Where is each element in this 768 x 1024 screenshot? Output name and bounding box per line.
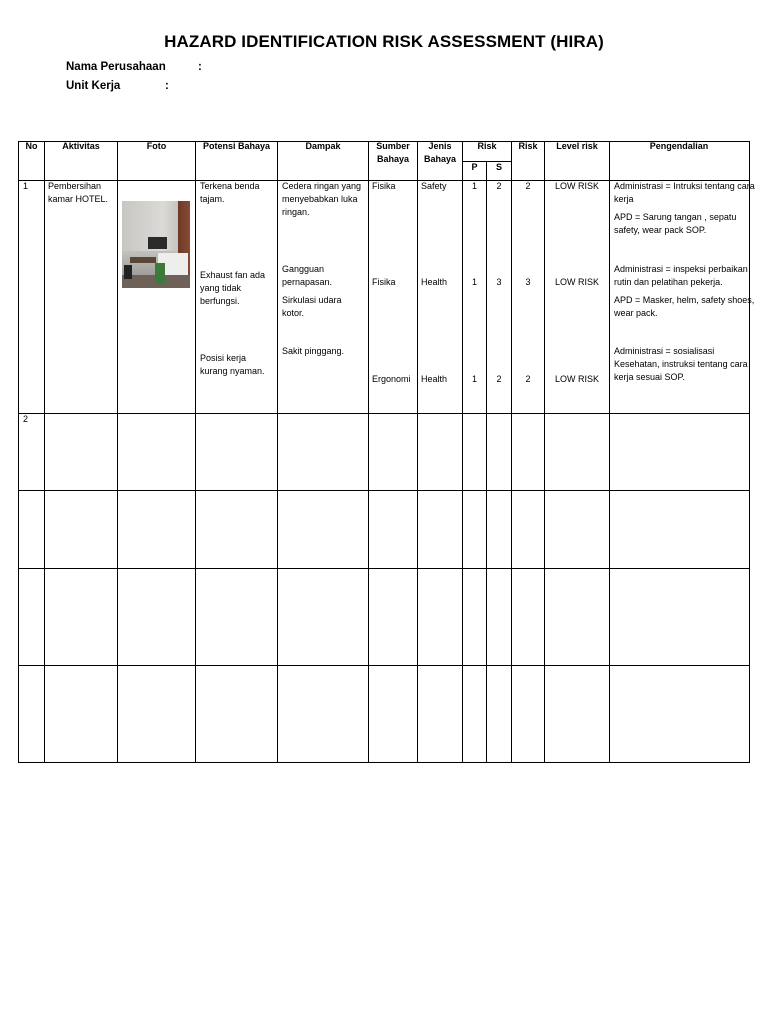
header-foto: Foto [146, 141, 167, 151]
pengendalian-apd-2: APD = Masker, helm, safety shoes, wear pack. [614, 295, 755, 318]
header-sumber-bahaya: Sumber Bahaya [376, 141, 410, 164]
s-value-1: 2 [496, 181, 502, 191]
company-label: Nama Perusahaan [66, 61, 166, 73]
sumber-bahaya-1: Fisika [372, 181, 396, 191]
potensi-bahaya-1: Terkena benda tajam. [200, 181, 260, 204]
jenis-bahaya-3: Health [421, 374, 448, 384]
hotel-room-photo [122, 201, 190, 288]
dampak-3: Sakit pinggang. [282, 346, 345, 356]
sumber-bahaya-3: Ergonomi [372, 374, 411, 384]
jenis-bahaya-2: Health [421, 277, 448, 287]
p-value-1: 1 [471, 181, 477, 191]
header-p: P [471, 162, 478, 172]
dampak-2: Gangguan pernapasan. [282, 264, 333, 287]
header-level-risk: Level risk [556, 141, 598, 151]
header-jenis-bahaya: Jenis Bahaya [423, 141, 457, 164]
p-value-2: 1 [471, 277, 477, 287]
sumber-bahaya-2: Fisika [372, 277, 396, 287]
s-value-2: 3 [496, 277, 502, 287]
p-value-3: 1 [471, 374, 477, 384]
row1-aktivitas: Pembersihan kamar HOTEL. [48, 181, 109, 204]
header-dampak: Dampak [305, 141, 341, 151]
row1-no: 1 [23, 181, 29, 191]
header-s: S [495, 162, 502, 172]
pengendalian-admin-1: Administrasi = Intruksi tentang cara kerja [614, 181, 755, 204]
header-pengendalian: Pengendalian [649, 141, 709, 151]
header-no: No [25, 141, 38, 151]
potensi-bahaya-2: Exhaust fan ada yang tidak berfungsi. [200, 270, 266, 306]
risk-score-2: 3 [525, 277, 531, 287]
risk-score-3: 2 [525, 374, 531, 384]
risk-score-1: 2 [525, 181, 531, 191]
pengendalian-admin-3: Administrasi = sosialisasi Kesehatan, instruksi tentang cara kerja sesuai SOP. [614, 346, 748, 382]
pengendalian-admin-2: Administrasi = inspeksi perbaikan rutin dan pelatihan pekerja. [614, 264, 748, 287]
level-risk-3: LOW RISK [554, 374, 599, 384]
level-risk-2: LOW RISK [554, 277, 599, 287]
unit-field [66, 80, 169, 92]
level-risk-1: LOW RISK [554, 181, 599, 191]
header-potensi-bahaya: Potensi Bahaya [202, 141, 271, 151]
header-risk: Risk [477, 141, 497, 151]
pengendalian-apd-1: APD = Sarung tangan , sepatu safety, wear pack SOP. [614, 212, 737, 235]
company-field [66, 61, 202, 73]
header-risk-score: Risk [518, 141, 538, 151]
unit-label: Unit Kerja [66, 80, 121, 92]
dampak-1: Cedera ringan yang menyebabkan luka ringan. [282, 181, 362, 217]
row2-no: 2 [23, 414, 29, 424]
s-value-3: 2 [496, 374, 502, 384]
header-aktivitas: Aktivitas [62, 141, 100, 151]
company-colon: : [198, 61, 202, 73]
unit-colon: : [165, 80, 169, 92]
potensi-bahaya-3: Posisi kerja kurang nyaman. [200, 353, 265, 376]
page-title: HAZARD IDENTIFICATION RISK ASSESSMENT (HIRA) [164, 32, 604, 51]
dampak-2b: Sirkulasi udara kotor. [282, 295, 342, 318]
jenis-bahaya-1: Safety [421, 181, 447, 191]
